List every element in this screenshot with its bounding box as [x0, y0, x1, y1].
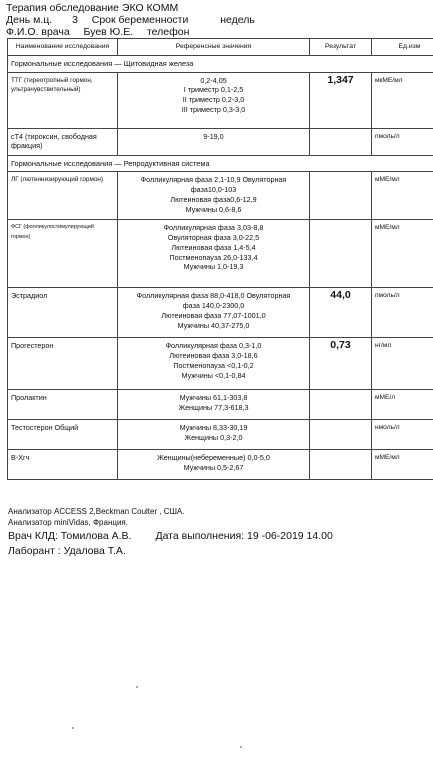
test-name: Пролактин	[8, 390, 118, 420]
cycle-day-label: День м.ц.	[6, 14, 53, 26]
phone-label: телефон	[146, 26, 190, 38]
table-row	[8, 450, 433, 480]
test-result: 0,73	[310, 338, 372, 390]
test-result	[310, 390, 372, 420]
column-header: Ед.изм	[372, 39, 433, 56]
table-row	[8, 220, 433, 288]
reference-values: Фолликулярная фаза 2,1-10,9 Овуляторная фаза10,0-103 Лютеиновая фаза0,6-12,9 Мужчины 0,6-8,6	[118, 172, 310, 220]
doctor-label: Ф.И.О. врача	[6, 26, 70, 38]
table-row	[8, 338, 433, 390]
date-value: 19 -06-2019 14.00	[247, 530, 333, 542]
test-name: ФСГ (фолликулостимулирующий гормон)	[8, 220, 118, 288]
table-row	[8, 128, 433, 155]
test-unit: нг/мл	[372, 338, 433, 390]
test-name: сТ4 (тироксин, свободная фракция)	[8, 128, 118, 155]
lab-results-table	[7, 38, 433, 480]
reference-values: 0,2-4,05 I триместр 0,1-2,5 II триместр 0,2-3,0 III триместр 0,3-3,0	[118, 72, 310, 128]
doctor-name: Буев Ю.Е.	[83, 26, 134, 38]
cycle-day-value: 3	[72, 14, 78, 26]
table-row	[8, 288, 433, 338]
lab-doctor: Врач КЛД: Томилова А.В.	[8, 530, 132, 542]
test-unit: мМЕ/мл	[372, 172, 433, 220]
reference-values: Женщины(небеременные) 0,0-5,0 Мужчины 0,5-2,67	[118, 450, 310, 480]
table-header-row	[8, 39, 433, 56]
reference-values: Мужчины 61,1-303,8 Женщины 77,3-618,3	[118, 390, 310, 420]
test-name: ТТГ (тиреотропный гормон, ультрачувствительный)	[8, 72, 118, 128]
test-name: ЛГ (лютеинизирующий гормон)	[8, 172, 118, 220]
table-row	[8, 172, 433, 220]
test-unit: пмоль/л	[372, 288, 433, 338]
test-result	[310, 420, 372, 450]
reference-values: 9-19,0	[118, 128, 310, 155]
test-result: 1,347	[310, 72, 372, 128]
column-header: Наименование исследования	[8, 39, 118, 56]
test-unit: нмоль/л	[372, 420, 433, 450]
test-name: В-Хгч	[8, 450, 118, 480]
table-row	[8, 72, 433, 128]
reference-values: Фолликулярная фаза 88,0-418,0 Овуляторная фаза 140,0-2300,0 Лютеиновая фаза 77,07-1001,0 Мужчины 40,37-275,0	[118, 288, 310, 338]
test-unit: мМЕ/мл	[372, 220, 433, 288]
test-result	[310, 128, 372, 155]
table-row	[8, 390, 433, 420]
section-header: Гормональные исследования — Репродуктивная система	[8, 155, 433, 172]
weeks-label: недель	[220, 14, 255, 26]
reference-values: Мужчины 8,33-30,19 Женщины 0,3-2,0	[118, 420, 310, 450]
test-result: 44,0	[310, 288, 372, 338]
doctor-date-line	[8, 530, 333, 542]
analyzer-note-2: Анализатор miniVidas, Франция.	[8, 518, 128, 527]
scan-speck	[136, 686, 138, 688]
document-title: Терапия обследование ЭКО КОММ	[6, 2, 179, 14]
test-unit: мкМЕ/мл	[372, 72, 433, 128]
doctor-line	[6, 26, 189, 38]
test-name: Тестостерон Общий	[8, 420, 118, 450]
test-result	[310, 450, 372, 480]
test-result	[310, 220, 372, 288]
cycle-info-line	[6, 14, 255, 26]
test-unit: пмоль/л	[372, 128, 433, 155]
scan-speck	[72, 727, 74, 729]
lab-assistant: Лаборант : Удалова Т.А.	[8, 545, 126, 557]
table-row	[8, 420, 433, 450]
test-name: Прогестерон	[8, 338, 118, 390]
date-label: Дата выполнения:	[155, 530, 245, 542]
analyzer-note-1: Анализатор ACCESS 2,Beckman Coulter , США.	[8, 507, 185, 516]
section-header: Гормональные исследования — Щитовидная железа	[8, 56, 433, 73]
column-header: Результат	[310, 39, 372, 56]
scan-speck	[240, 746, 242, 748]
test-unit: мМЕ/л	[372, 390, 433, 420]
test-result	[310, 172, 372, 220]
test-unit: мМЕ/мл	[372, 450, 433, 480]
reference-values: Фолликулярная фаза 0,3-1,0 Лютеиновая фаза 3,0-18,6 Постменопауза <0,1-0,2 Мужчины <0,1-0,84	[118, 338, 310, 390]
column-header: Референсные значения	[118, 39, 310, 56]
reference-values: Фолликулярная фаза 3,03-8,8 Овуляторная фаза 3,0-22,5 Лютеиновая фаза 1,4-5,4 Постменопауза 26,0-133,4 Мужчины 1,0-19,3	[118, 220, 310, 288]
test-name: Эстрадиол	[8, 288, 118, 338]
pregnancy-label: Срок беременности	[91, 14, 189, 26]
